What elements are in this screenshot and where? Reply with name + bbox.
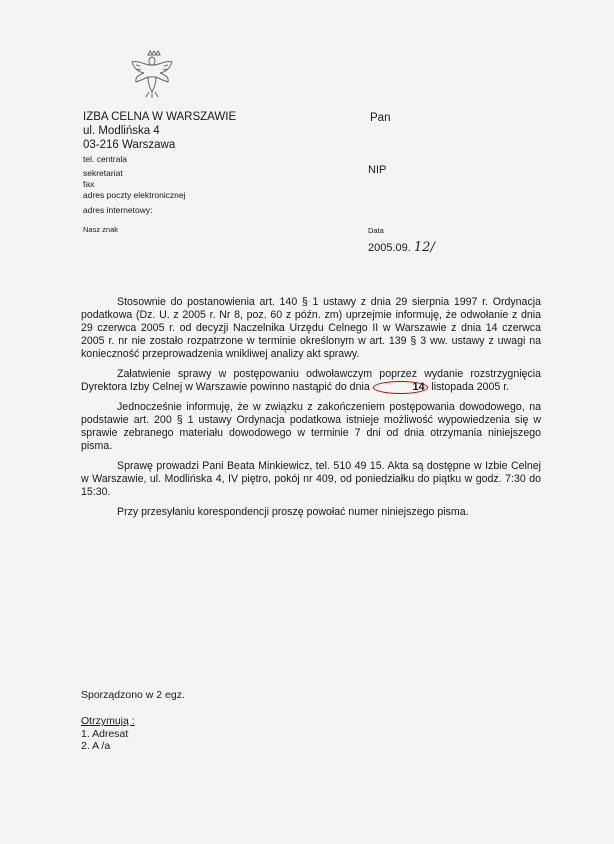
recipients-list — [81, 715, 135, 753]
sender-name: IZBA CELNA W WARSZAWIE — [83, 111, 237, 123]
sender-city: 03-216 Warszawa — [83, 139, 176, 151]
circled-day: 14 — [373, 381, 429, 394]
sender-secretary: sekretariat — [83, 168, 123, 178]
paragraph-3: Jednocześnie informuję, że w związku z zakończeniem postępowania dowodowego, na podstawie art. 200 § 1 ustawy Ordynacja podatkowa istnieje możliwość wypowiedzenia się w sprawie zebranego materiału dowodowego w terminie 7 dni od dnia otrzymania niniejszego pisma. — [81, 401, 541, 452]
sender-street: ul. Modlińska 4 — [83, 125, 160, 137]
recipient-title: Pan — [370, 112, 391, 124]
paragraph-2-end: listopada 2005 r. — [428, 381, 510, 393]
date-value: 2005.09. 12/ — [368, 240, 435, 255]
sender-email: adres poczty elektronicznej — [83, 190, 186, 200]
recipients-heading: Otrzymują : — [81, 715, 135, 727]
date-handwritten-day: 12 — [413, 240, 431, 255]
recipient-item-1: 1. Adresat — [81, 727, 129, 740]
paragraph-1: Stosownie do postanowienia art. 140 § 1 ustawy z dnia 29 sierpnia 1997 r. Ordynacja podatkowa (Dz. U. z 2005 r. Nr 8, poz. 60 z późn. zm) uprzejmie informuję, że odwołanie z dnia 29 czerwca 2005 r. od decyzji Naczelnika Urzędu Celnego II w Warszawie z dnia 14 czerwca 2005 r. nr nie zostało rozpatrzone w terminie określonym w art. 139 § 3 ww. ustawy z uwagi na konieczność przeprowadzenia wnikliwej analizy akt sprawy. — [81, 296, 541, 360]
sender-block — [83, 110, 236, 201]
sender-internet: adres internetowy: — [83, 205, 153, 215]
nip-label: NIP — [368, 164, 387, 176]
date-printed: 2005.09. — [368, 242, 411, 254]
letter-body — [81, 296, 541, 519]
our-reference: Nasz znak — [83, 225, 119, 234]
sender-tel: tel. centrala — [83, 154, 127, 164]
copies-note: Sporządzono w 2 egz. — [81, 689, 185, 701]
date-label: Data — [368, 226, 384, 235]
paragraph-4: Sprawę prowadzi Pani Beata Minkiewicz, tel. 510 49 15. Akta są dostępne w Izbie Celnej w Warszawie, ul. Modlińska 4, IV piętro, pokój nr 409, od poniedziałku do piątku w godz. 7:30 do 15:30. — [81, 460, 541, 498]
recipient-item-2: 2. A /a — [81, 740, 111, 752]
polish-eagle-icon — [126, 48, 178, 100]
paragraph-2 — [81, 368, 541, 394]
paragraph-2-start: Załatwienie sprawy w postępowaniu odwoławczym poprzez wydanie rozstrzygnięcia Dyrektora Izby Celnej w Warszawie powinno nastąpić do dnia — [81, 368, 541, 393]
paragraph-5: Przy przesyłaniu korespondencji proszę powołać numer niniejszego pisma. — [117, 506, 469, 518]
sender-fax: fax — [83, 179, 95, 189]
